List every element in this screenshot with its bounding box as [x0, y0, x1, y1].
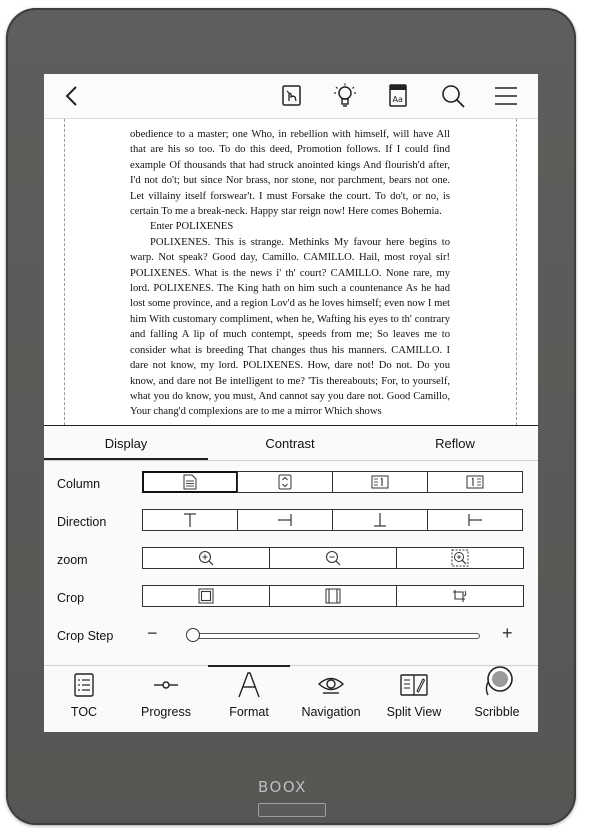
bulb-icon[interactable] [331, 82, 359, 110]
paragraph: POLIXENES. This is strange. Methinks My favour here begins to warp. Not speak? Good day, Camillo. CAMILLO. Hail, most royal sir! POLIXENES. What is the news i' th' court? CAMILLO. None rare, my lord. POLIXENES. The King hath on him such a countenance As he had lost some province, and a region Lov'd as he loves himself; even now I met him With customary compliment, when he, Wafting his eyes to th' contrary and falling A lip of much contempt, speeds from me; So leaves me to consider what is breeding That changes thus his manners. CAMILLO. I dare not know, my lord. POLIXENES. How, dare not! Do not. Do you know, and dare not Be intelligent to me? 'Tis thereabouts; For, to yourself, what you do know, you must, And cannot say you dare not. Good Camillo, Your chang'd complexions are to me a mirror Which shows [130, 236, 450, 418]
format-icon [236, 671, 262, 699]
crop-manual-icon [451, 587, 469, 605]
direction-left-button[interactable] [427, 509, 523, 531]
crop-manual-button[interactable] [396, 585, 524, 607]
touch-icon[interactable] [278, 82, 306, 110]
zoom-label: zoom [57, 553, 88, 567]
home-button[interactable] [258, 803, 326, 817]
crop-width-button[interactable] [269, 585, 397, 607]
zoom-region-icon [451, 549, 469, 567]
crop-step-decrease-button[interactable]: − [147, 623, 158, 643]
crop-step-label: Crop Step [57, 629, 114, 643]
crop-step-slider-track[interactable] [192, 633, 480, 639]
navigation-button[interactable] [291, 666, 371, 732]
column-autofit-button[interactable] [237, 471, 333, 493]
back-icon[interactable] [58, 82, 86, 110]
tab-reflow[interactable]: Reflow [435, 435, 475, 451]
direction-bottom-icon [372, 512, 388, 528]
dictionary-icon[interactable] [384, 82, 412, 110]
direction-top-icon [182, 512, 198, 528]
format-tabs [44, 426, 538, 461]
menu-icon[interactable] [492, 82, 520, 110]
format-label: Format [229, 705, 269, 719]
toc-button[interactable] [44, 666, 124, 732]
navigation-eye-icon [317, 675, 345, 695]
crop-width-icon [325, 588, 341, 604]
direction-left-icon [467, 512, 483, 528]
book-page[interactable] [44, 119, 538, 425]
column-two-button[interactable] [332, 471, 428, 493]
autofit-icon [278, 474, 292, 490]
crop-step-slider-handle[interactable] [186, 628, 200, 642]
zoom-out-button[interactable] [269, 547, 397, 569]
tab-display[interactable]: Display [104, 435, 148, 451]
bottom-toolbar [44, 665, 538, 732]
split-view-label: Split View [386, 705, 442, 719]
toc-label: TOC [70, 705, 98, 719]
single-column-icon [183, 474, 197, 490]
direction-right-button[interactable] [237, 509, 333, 531]
direction-label: Direction [57, 515, 107, 529]
zoom-out-icon [325, 550, 341, 566]
two-column-reverse-icon [466, 475, 484, 489]
scribble-icon [480, 665, 514, 699]
split-view-button[interactable] [374, 666, 454, 732]
crop-auto-button[interactable] [142, 585, 270, 607]
progress-icon [153, 679, 179, 691]
navigation-label: Navigation [301, 705, 361, 719]
direction-right-icon [277, 512, 293, 528]
two-column-icon [371, 475, 389, 489]
zoom-region-button[interactable] [396, 547, 524, 569]
active-tab-indicator [44, 458, 208, 460]
crop-label: Crop [57, 591, 85, 605]
split-view-icon [400, 674, 428, 696]
direction-bottom-button[interactable] [332, 509, 428, 531]
format-panel [44, 425, 538, 666]
reading-text [130, 127, 450, 420]
screen [44, 74, 538, 732]
crop-guide-left [64, 119, 65, 425]
column-label: Column [57, 477, 101, 491]
crop-guide-right [516, 119, 517, 425]
zoom-in-button[interactable] [142, 547, 270, 569]
scribble-button[interactable] [457, 666, 537, 732]
format-button[interactable] [209, 666, 289, 732]
search-icon[interactable] [439, 82, 467, 110]
column-single-button[interactable] [142, 471, 238, 493]
top-toolbar [44, 74, 538, 119]
svg-text:Aa: Aa [392, 95, 403, 104]
paragraph: obedience to a master; one Who, in rebellion with himself, will have All that are his so too. To do this deed, Promotion follows. If I could find example Of thousands that had struck anointed kings And flourish'd after, I'd not do't; but since Nor brass, nor stone, nor parchment, bears not one. Let villainy itself forswear't. I must Forsake the court. To do't, or no, is certain To me a break-neck. Happy star reign now! Here comes Bohemia. [130, 129, 450, 218]
brand-logo: BOOX [258, 778, 307, 796]
progress-label: Progress [140, 705, 192, 719]
zoom-in-icon [198, 550, 214, 566]
scribble-label: Scribble [474, 705, 520, 719]
progress-button[interactable] [126, 666, 206, 732]
stage-direction: Enter POLIXENES [150, 221, 234, 233]
toc-icon [74, 673, 94, 697]
tab-contrast[interactable]: Contrast [265, 435, 315, 451]
direction-top-button[interactable] [142, 509, 238, 531]
column-reverse-button[interactable] [427, 471, 523, 493]
crop-step-increase-button[interactable]: + [502, 623, 513, 643]
crop-auto-icon [198, 588, 214, 604]
